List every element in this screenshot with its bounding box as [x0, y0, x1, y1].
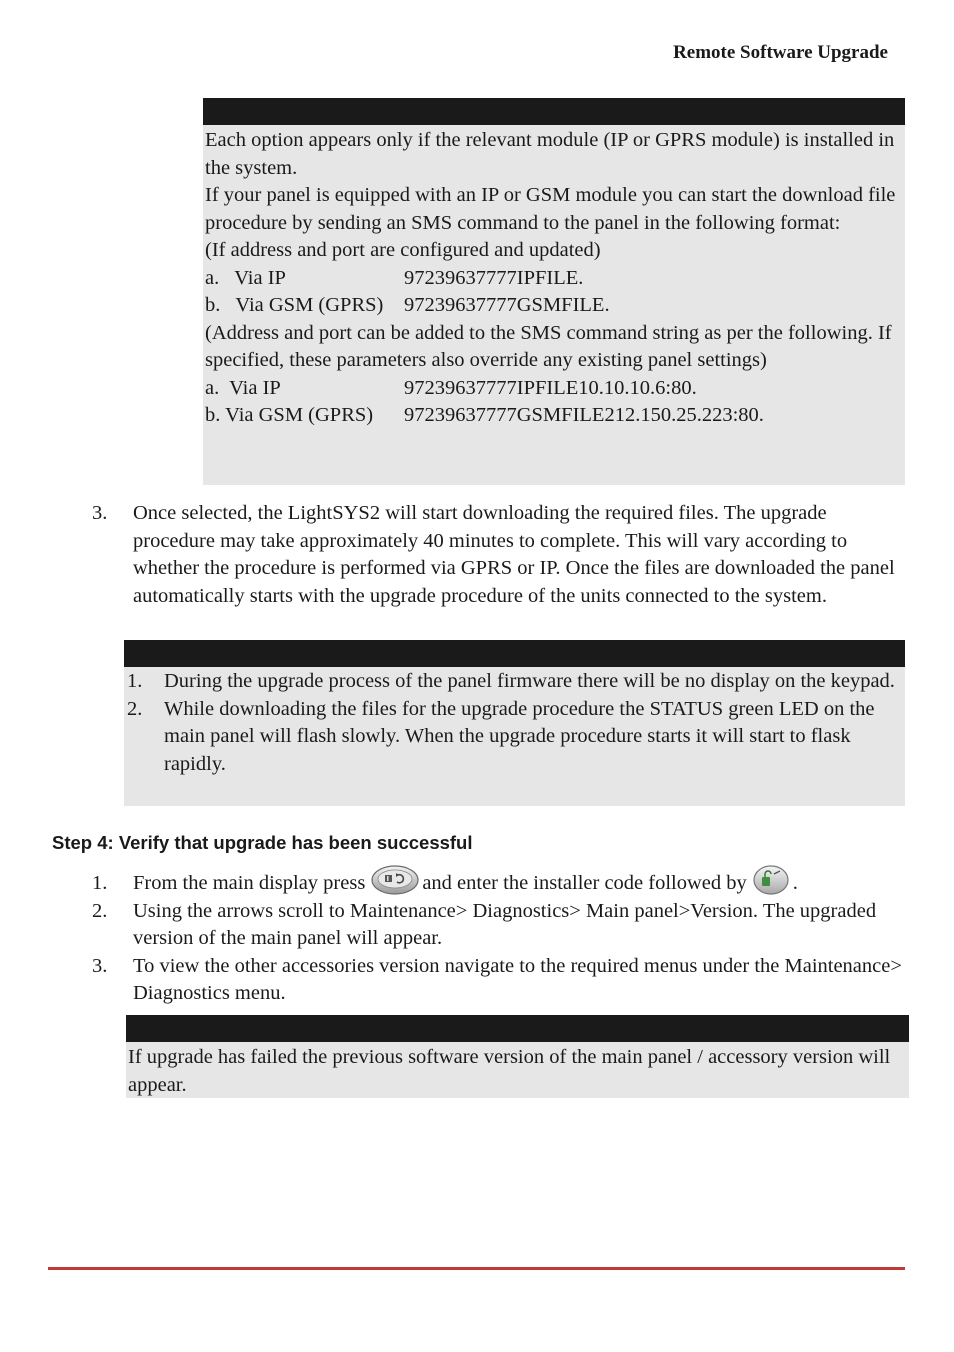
- note-paragraph: (Address and port can be added to the SMS command string as per the following. If specified, these parameters also override any existing panel settings): [205, 321, 892, 371]
- list-number: 1.: [127, 670, 143, 692]
- note-box-sms-command: [203, 98, 905, 485]
- sms-override-row: [205, 375, 901, 403]
- page-header-title: Remote Software Upgrade: [673, 42, 888, 63]
- sms-override-row: [205, 402, 901, 430]
- note-header-bar: [203, 98, 905, 125]
- note-paragraph: If your panel is equipped with an IP or GSM module you can start the download file procedure by sending an SMS command to the panel in the following format:: [205, 184, 896, 234]
- note-header-bar: [124, 640, 905, 667]
- keypad-enter-key-icon: [753, 864, 789, 896]
- sms-format-label: b. Via GSM (GPRS): [205, 294, 384, 316]
- list-number: 2.: [92, 899, 108, 922]
- note-body: [124, 667, 905, 778]
- list-number: 1.: [92, 872, 108, 894]
- sms-format-value: 97239637777GSMFILE.: [404, 294, 610, 316]
- list-text: Using the arrows scroll to Maintenance> Diagnostics> Main panel>Version. The upgraded version of the main panel will appear.: [133, 899, 877, 949]
- list-item: [127, 668, 901, 696]
- note-header-bar: [126, 1015, 909, 1042]
- list-text: During the upgrade process of the panel firmware there will be no display on the keypad.: [164, 670, 895, 692]
- list-number: 3.: [92, 502, 108, 524]
- list-number: 2.: [127, 697, 143, 720]
- list-text-part: .: [792, 872, 798, 894]
- list-text: Once selected, the LightSYS2 will start downloading the required files. The upgrade procedure may take approximately 40 minutes to complete. This will vary according to whether the procedure is performed via GPRS or IP. Once the files are downloaded the panel automatically starts with the upgrade procedure of the units connected to the system.: [133, 502, 895, 607]
- note-paragraph: (If address and port are configured and updated): [205, 239, 601, 261]
- note-paragraph: If upgrade has failed the previous software version of the main panel / accessory version will appear.: [128, 1046, 891, 1096]
- list-item: [92, 898, 912, 953]
- list-item: [92, 953, 912, 1008]
- list-item: [92, 870, 912, 898]
- footer-rule: [48, 1267, 905, 1270]
- sms-override-label: a. Via IP: [205, 376, 281, 399]
- sms-format-row: [205, 265, 901, 293]
- sms-override-value: 97239637777GSMFILE212.150.25.223:80.: [404, 404, 764, 426]
- list-text: [133, 870, 798, 898]
- list-text: To view the other accessories version navigate to the required menus under the Maintenance> Diagnostics menu.: [133, 954, 902, 1004]
- sms-format-row: [205, 292, 901, 320]
- note-box-upgrade-failed: [126, 1015, 909, 1098]
- list-text-part: and enter the installer code followed by: [422, 872, 747, 894]
- sms-override-label: b. Via GSM (GPRS): [205, 404, 374, 426]
- step-4-list: [92, 870, 912, 1008]
- note-box-upgrade-led: [124, 640, 905, 806]
- note-body: [203, 125, 905, 430]
- sms-format-label: a. Via IP: [205, 266, 286, 289]
- sms-override-value: 97239637777IPFILE10.10.10.6:80.: [404, 376, 697, 399]
- list-item: [127, 696, 901, 779]
- note-body: [126, 1042, 909, 1099]
- keypad-menu-key-icon: [371, 864, 419, 896]
- note-paragraph: Each option appears only if the relevant module (IP or GPRS module) is installed in the system.: [205, 129, 895, 179]
- section-heading-step-4: Step 4: Verify that upgrade has been successful: [52, 832, 473, 853]
- list-item-step-3: [92, 500, 912, 610]
- list-number: 3.: [92, 954, 108, 977]
- list-text-part: From the main display press: [133, 872, 366, 894]
- sms-format-value: 97239637777IPFILE.: [404, 266, 584, 289]
- list-text: While downloading the files for the upgrade procedure the STATUS green LED on the main panel will flash slowly. When the upgrade procedure starts it will start to flask rapidly.: [164, 697, 875, 775]
